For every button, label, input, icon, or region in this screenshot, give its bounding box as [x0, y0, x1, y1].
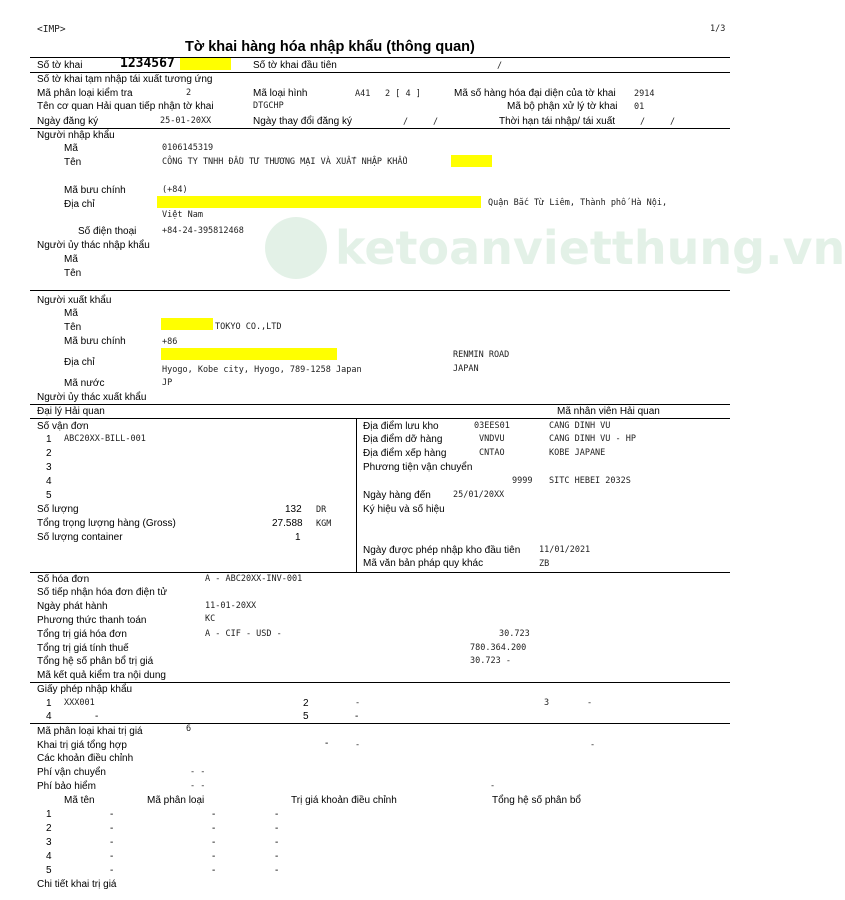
- so-luong-container-label: Số lượng container: [37, 532, 123, 543]
- license-dash: -: [587, 698, 593, 708]
- so-hoa-don-label: Số hóa đơn: [37, 574, 90, 585]
- importer-uy-thac-label: Người ủy thác nhập khẩu: [37, 240, 150, 251]
- so-to-khai-dau-tien-label: Số tờ khai đầu tiên: [253, 60, 337, 71]
- ma-phan-loai-kt-label: Mã phân loại kiểm tra: [37, 88, 133, 99]
- phuong-thuc-value: KC: [205, 614, 216, 624]
- watermark-text: ketoanvietthung.vn: [335, 221, 845, 275]
- dia-diem-xep-hang-label: Địa điểm xếp hàng: [363, 448, 447, 459]
- exporter-ma-buu-chinh-value: +86: [162, 337, 178, 347]
- slash: /: [433, 117, 439, 127]
- van-don-number: 5: [46, 490, 52, 501]
- license-number: 5: [303, 711, 309, 722]
- dash: -: [590, 740, 596, 750]
- ngay-dang-ky-value: 25-01-20XX: [160, 116, 212, 126]
- tong-trong-luong-label: Tổng trọng lượng hàng (Gross): [37, 518, 176, 529]
- dash: -: [110, 823, 114, 834]
- redaction: [451, 155, 492, 167]
- tong-he-so-value: 30.723 -: [470, 656, 511, 666]
- importer-uy-thac-ten-label: Tên: [64, 268, 82, 279]
- ngay-hang-den-value: 25/01/20XX: [453, 490, 505, 500]
- importer-ten-value: CÔNG TY TNHH ĐẦU TƯ THƯƠNG MẠI VÀ XUẤT NHẬP KHẨU: [162, 157, 408, 167]
- so-luong-label: Số lượng: [37, 504, 79, 515]
- ngay-thay-doi-label: Ngày thay đổi đăng ký: [253, 116, 352, 127]
- ma-ket-qua-label: Mã kết quả kiểm tra nội dung: [37, 670, 166, 681]
- license-value: XXX001: [64, 698, 95, 708]
- dash: -: [110, 809, 114, 820]
- importer-ma-label: Mã: [64, 143, 78, 154]
- table-row-number: 3: [46, 837, 52, 848]
- dash: -: [275, 837, 279, 848]
- redaction: [161, 348, 337, 360]
- dash: -: [212, 823, 216, 834]
- dash: -: [212, 851, 216, 862]
- table-row-number: 2: [46, 823, 52, 834]
- phi-bao-hiem-label: Phí bảo hiểm: [37, 781, 96, 792]
- dia-diem-do-hang-label: Địa điểm dỡ hàng: [363, 434, 443, 445]
- tong-tri-gia-hd-amount: 30.723: [499, 629, 530, 639]
- slash: /: [403, 117, 409, 127]
- exporter-dia-chi-label: Địa chỉ: [64, 357, 95, 368]
- so-luong-value: 132: [285, 504, 302, 515]
- ma-bo-phan-value: 01: [634, 102, 645, 112]
- dash: -: [212, 837, 216, 848]
- dash: -: [490, 781, 496, 791]
- importer-dien-thoai-label: Số điện thoại: [78, 226, 137, 237]
- exporter-ten-label: Tên: [64, 322, 82, 333]
- dash: -: [355, 740, 361, 750]
- tong-tri-gia-thue-label: Tổng trị giá tính thuế: [37, 643, 129, 654]
- ten-co-quan-label: Tên cơ quan Hải quan tiếp nhận tờ khai: [37, 101, 214, 112]
- phi-van-chuyen-label: Phí vận chuyển: [37, 767, 106, 778]
- table-row-number: 5: [46, 865, 52, 876]
- khai-tri-gia-label: Khai trị giá tổng hợp: [37, 740, 127, 751]
- so-to-khai-label: Số tờ khai: [37, 60, 83, 71]
- ma-phan-loai-tri-gia-label: Mã phân loại khai trị giá: [37, 726, 143, 737]
- ky-hieu-label: Ký hiệu và số hiệu: [363, 504, 445, 515]
- dash: -: [212, 809, 216, 820]
- slash: /: [670, 117, 676, 127]
- dash: -: [275, 851, 279, 862]
- tong-trong-luong-unit: KGM: [316, 519, 332, 529]
- phi-bao-hiem-value: - -: [190, 781, 206, 791]
- ma-loai-hinh-label: Mã loại hình: [253, 88, 308, 99]
- license-number: 1: [46, 698, 52, 709]
- ma-van-ban-label: Mã văn bản pháp quy khác: [363, 558, 484, 569]
- van-don-value: ABC20XX-BILL-001: [64, 434, 146, 444]
- license-dash: -: [95, 711, 99, 722]
- exporter-ten-value: TOKYO CO.,LTD: [215, 322, 282, 332]
- table-header: Trị giá khoản điều chỉnh: [291, 795, 397, 806]
- ngay-phat-hanh-label: Ngày phát hành: [37, 601, 108, 612]
- dash: -: [325, 738, 329, 749]
- importer-section-label: Người nhập khẩu: [37, 130, 115, 141]
- dia-diem-xep-hang-name: KOBE JAPANE: [549, 448, 606, 458]
- exporter-ma-label: Mã: [64, 308, 78, 319]
- importer-ten-label: Tên: [64, 157, 82, 168]
- giay-phep-label: Giấy phép nhập khẩu: [37, 684, 133, 695]
- importer-ma-value: 0106145319: [162, 143, 214, 153]
- ma-loai-hinh-value: A41: [355, 89, 371, 99]
- so-van-don-label: Số vận đơn: [37, 421, 89, 432]
- ngay-dang-ky-label: Ngày đăng ký: [37, 116, 99, 127]
- exporter-ma-buu-chinh-label: Mã bưu chính: [64, 336, 126, 347]
- so-tk-tam-nhap-label: Số tờ khai tạm nhập tái xuất tương ứng: [37, 74, 213, 85]
- license-dash: -: [355, 711, 359, 722]
- phi-van-chuyen-value: - -: [190, 767, 206, 777]
- exporter-ma-nuoc-label: Mã nước: [64, 378, 105, 389]
- slash: /: [497, 61, 503, 71]
- license-dash: -: [355, 698, 361, 708]
- ngay-duoc-phep-label: Ngày được phép nhập kho đầu tiên: [363, 545, 521, 556]
- exporter-ma-nuoc-value: JP: [162, 378, 173, 388]
- importer-uy-thac-ma-label: Mã: [64, 254, 78, 265]
- so-to-khai-value: 1234567: [120, 56, 175, 71]
- exporter-dia-chi-right1: RENMIN ROAD: [453, 350, 510, 360]
- so-tiep-nhan-label: Số tiếp nhận hóa đơn điện tử: [37, 587, 168, 598]
- ma-so-hh-label: Mã số hàng hóa đại diện của tờ khai: [454, 88, 616, 99]
- slash: /: [640, 117, 646, 127]
- ma-nhan-vien-label: Mã nhân viên Hải quan: [557, 406, 660, 417]
- tong-he-so-label: Tổng hệ số phân bổ trị giá: [37, 656, 154, 667]
- dia-diem-xep-hang-code: CNTAO: [479, 448, 505, 458]
- van-don-number: 4: [46, 476, 52, 487]
- ngay-duoc-phep-value: 11/01/2021: [539, 545, 591, 555]
- dash: -: [110, 851, 114, 862]
- ma-van-ban-value: ZB: [539, 559, 550, 569]
- phuong-tien-code: 9999: [512, 476, 533, 486]
- dash: -: [212, 865, 216, 876]
- phuong-tien-name: SITC HEBEI 2032S: [549, 476, 631, 486]
- cac-khoan-label: Các khoản điều chỉnh: [37, 753, 134, 764]
- tong-tri-gia-thue-value: 780.364.200: [470, 643, 527, 653]
- ma-phan-loai-tri-gia-value: 6: [186, 724, 192, 734]
- redaction: [157, 196, 481, 208]
- van-don-number: 2: [46, 448, 52, 459]
- watermark-logo-icon: [265, 217, 327, 279]
- so-hoa-don-value: A - ABC20XX-INV-001: [205, 574, 303, 584]
- ma-so-hh-value: 2914: [634, 89, 655, 99]
- dai-ly-label: Đại lý Hải quan: [37, 406, 105, 417]
- importer-ma-buu-chinh-value: (+84): [162, 185, 188, 195]
- thoi-han-label: Thời hạn tái nhập/ tái xuất: [499, 116, 616, 127]
- redaction: [161, 318, 213, 330]
- page-title: Tờ khai hàng hóa nhập khẩu (thông quan): [185, 39, 475, 55]
- ma-loai-hinh-extra: 2 [ 4 ]: [385, 89, 421, 99]
- table-row-number: 4: [46, 851, 52, 862]
- watermark: [265, 215, 845, 285]
- exporter-dia-chi-line1: Hyogo, Kobe city, Hyogo, 789-1258 Japan: [162, 365, 362, 375]
- dia-diem-luu-kho-label: Địa điểm lưu kho: [363, 421, 439, 432]
- exporter-dia-chi-right2: JAPAN: [453, 364, 479, 374]
- ten-co-quan-value: DTGCHP: [253, 101, 284, 111]
- dia-diem-luu-kho-code: 03EES01: [474, 421, 510, 431]
- ngay-hang-den-label: Ngày hàng đến: [363, 490, 431, 501]
- importer-ma-buu-chinh-label: Mã bưu chính: [64, 185, 126, 196]
- license-number: 2: [303, 698, 309, 709]
- dash: -: [110, 865, 114, 876]
- doc-tag: <IMP>: [37, 24, 66, 35]
- exporter-uy-thac-label: Người ủy thác xuất khẩu: [37, 392, 147, 403]
- ma-bo-phan-label: Mã bộ phận xử lý tờ khai: [507, 101, 618, 112]
- dash: -: [275, 823, 279, 834]
- dia-diem-do-hang-code: VNDVU: [479, 434, 505, 444]
- tong-trong-luong-value: 27.588: [272, 518, 303, 529]
- license-number: 3: [544, 698, 550, 708]
- dash: -: [275, 809, 279, 820]
- ma-phan-loai-kt-value: 2: [186, 88, 192, 98]
- ngay-phat-hanh-value: 11-01-20XX: [205, 601, 257, 611]
- chi-tiet-label: Chi tiết khai trị giá: [37, 879, 117, 890]
- dia-diem-luu-kho-name: CANG DINH VU: [549, 421, 611, 431]
- phuong-thuc-label: Phương thức thanh toán: [37, 615, 147, 626]
- license-number: 4: [46, 711, 52, 722]
- van-don-number: 1: [46, 434, 52, 445]
- importer-dien-thoai-value: +84-24-395812468: [162, 226, 244, 236]
- table-header: Mã phân loại: [147, 795, 205, 806]
- table-header: Mã tên: [64, 795, 95, 806]
- dia-diem-do-hang-name: CANG DINH VU - HP: [549, 434, 636, 444]
- so-luong-unit: DR: [316, 505, 327, 515]
- importer-dia-chi-value: Quận Bắc Từ Liêm, Thành phố Hà Nội,: [488, 198, 668, 208]
- so-luong-container-value: 1: [295, 532, 301, 543]
- table-row-number: 1: [46, 809, 52, 820]
- table-header: Tổng hệ số phân bổ: [492, 795, 581, 806]
- tong-tri-gia-hd-label: Tổng trị giá hóa đơn: [37, 629, 127, 640]
- phuong-tien-label: Phương tiện vận chuyển: [363, 462, 473, 473]
- page-number: 1/3: [710, 24, 726, 34]
- importer-dia-chi-label: Địa chỉ: [64, 199, 95, 210]
- dash: -: [275, 865, 279, 876]
- tong-tri-gia-hd-value: A - CIF - USD -: [205, 629, 282, 639]
- redaction: [180, 58, 231, 70]
- van-don-number: 3: [46, 462, 52, 473]
- importer-dia-chi-value2: Việt Nam: [162, 210, 203, 220]
- exporter-section-label: Người xuất khẩu: [37, 295, 112, 306]
- dash: -: [110, 837, 114, 848]
